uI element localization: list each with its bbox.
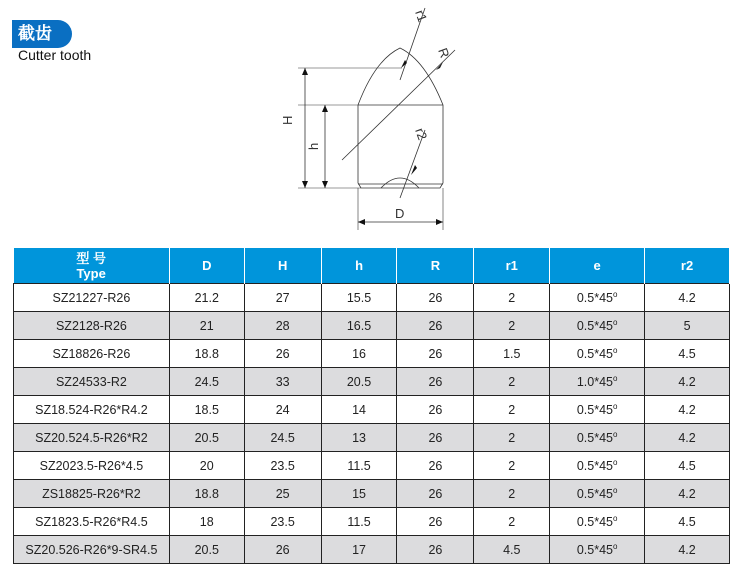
label-D: D xyxy=(395,206,405,221)
table-cell xyxy=(397,508,474,536)
cell-text: SZ18.524-R26*R4.2 xyxy=(35,402,148,417)
section-subtitle: Cutter tooth xyxy=(18,47,92,63)
table-row xyxy=(14,340,730,368)
degree-mark: o xyxy=(613,513,618,523)
header-type xyxy=(14,248,170,284)
table-row xyxy=(14,312,730,340)
degree-mark: o xyxy=(613,373,618,383)
table-cell xyxy=(397,312,474,340)
table-cell xyxy=(321,368,397,396)
cell-text: 0.5*45 xyxy=(576,487,613,502)
cell-text: 4.2 xyxy=(678,430,696,445)
table-cell xyxy=(645,312,730,340)
table-cell xyxy=(474,480,550,508)
table-cell xyxy=(397,340,474,368)
table-cell xyxy=(474,536,550,564)
table-cell xyxy=(645,284,730,312)
table-cell xyxy=(474,424,550,452)
table-row xyxy=(14,536,730,564)
cell-text: 18.8 xyxy=(194,486,219,501)
table-cell xyxy=(321,396,397,424)
table-row xyxy=(14,452,730,480)
cell-text: 0.5*45 xyxy=(576,431,613,446)
table-row xyxy=(14,368,730,396)
cell-text: 17 xyxy=(352,542,366,557)
cell-text: 18.8 xyxy=(194,346,219,361)
table-cell xyxy=(645,368,730,396)
cell-text: SZ24533-R2 xyxy=(55,374,127,389)
cell-text: SZ21227-R26 xyxy=(52,290,131,305)
label-r2: r2 xyxy=(412,125,431,142)
degree-mark: o xyxy=(613,345,618,355)
cell-text: 4.5 xyxy=(678,458,696,473)
table-cell xyxy=(169,284,244,312)
cell-text: 4.5 xyxy=(678,346,696,361)
table-row xyxy=(14,424,730,452)
table-cell xyxy=(169,396,244,424)
header-cell: H xyxy=(244,248,321,284)
cell-text: 1.0*45 xyxy=(576,375,613,390)
table-cell xyxy=(474,368,550,396)
cell-text: 26 xyxy=(428,542,443,557)
cell-text: 24.5 xyxy=(194,374,219,389)
table-cell xyxy=(550,396,645,424)
table-cell xyxy=(244,340,321,368)
cell-text: 0.5*45 xyxy=(576,515,613,530)
cell-text: 2 xyxy=(508,402,516,417)
cell-text: 4.2 xyxy=(678,290,696,305)
cell-text: 33 xyxy=(275,374,290,389)
degree-mark: o xyxy=(613,317,618,327)
table-cell xyxy=(321,340,397,368)
cell-text: 0.5*45 xyxy=(576,319,613,334)
table-cell xyxy=(397,536,474,564)
table-cell xyxy=(645,340,730,368)
table-cell xyxy=(645,396,730,424)
cell-text: 26 xyxy=(275,542,290,557)
cell-text: 0.5*45 xyxy=(576,347,613,362)
table-cell xyxy=(550,284,645,312)
table-row xyxy=(14,480,730,508)
header-cell: e xyxy=(550,248,645,284)
cell-text: 2 xyxy=(508,458,516,473)
cutter-tooth-drawing xyxy=(280,0,480,235)
table-cell xyxy=(474,340,550,368)
table-cell xyxy=(550,312,645,340)
cell-text: 0.5*45 xyxy=(576,403,613,418)
cell-text: 4.5 xyxy=(678,514,696,529)
degree-mark: o xyxy=(613,485,618,495)
cell-text: SZ20.526-R26*9-SR4.5 xyxy=(25,542,158,557)
cell-text: 2 xyxy=(508,430,516,445)
label-R: R xyxy=(435,45,453,60)
cell-text: 0.5*45 xyxy=(576,543,613,558)
table-cell xyxy=(14,284,170,312)
degree-mark: o xyxy=(613,541,618,551)
table-cell xyxy=(169,536,244,564)
table-cell xyxy=(321,452,397,480)
table-cell xyxy=(244,480,321,508)
cell-text: 24 xyxy=(275,402,290,417)
table-cell xyxy=(550,452,645,480)
cell-text: 26 xyxy=(428,514,443,529)
cell-text: 2 xyxy=(508,290,516,305)
table-cell xyxy=(244,452,321,480)
cell-text: 28 xyxy=(275,318,290,333)
table-cell xyxy=(14,452,170,480)
table-cell xyxy=(14,312,170,340)
label-H: H xyxy=(280,115,295,125)
degree-mark: o xyxy=(613,429,618,439)
cell-text: 26 xyxy=(428,402,443,417)
degree-mark: o xyxy=(613,289,618,299)
tooth-outline xyxy=(358,48,443,188)
table-cell xyxy=(321,424,397,452)
cell-text: 20.5 xyxy=(194,430,219,445)
spec-table xyxy=(13,248,730,564)
table-cell xyxy=(14,396,170,424)
table-cell xyxy=(645,480,730,508)
table-cell xyxy=(397,396,474,424)
cell-text: ZS18825-R26*R2 xyxy=(42,486,141,501)
table-cell xyxy=(321,284,397,312)
table-cell xyxy=(169,508,244,536)
cell-text: 18.5 xyxy=(194,402,219,417)
cell-text: 2 xyxy=(508,318,516,333)
label-h: h xyxy=(306,142,321,150)
cell-text: 11.5 xyxy=(347,458,371,473)
cell-text: SZ2128-R26 xyxy=(55,318,127,333)
table-cell xyxy=(550,536,645,564)
cell-text: 24.5 xyxy=(270,430,295,445)
cell-text: 14 xyxy=(352,402,366,417)
cell-text: 20 xyxy=(199,458,214,473)
table-cell xyxy=(550,424,645,452)
table-header-row xyxy=(14,248,730,284)
cell-text: 4.2 xyxy=(678,374,696,389)
table-cell xyxy=(14,368,170,396)
table-cell xyxy=(550,480,645,508)
cell-text: 13 xyxy=(352,430,366,445)
table-cell xyxy=(14,480,170,508)
cell-text: SZ2023.5-R26*4.5 xyxy=(39,458,144,473)
cell-text: 21.2 xyxy=(194,290,219,305)
cell-text: 23.5 xyxy=(270,514,295,529)
table-cell xyxy=(169,480,244,508)
table-cell xyxy=(397,368,474,396)
table-cell xyxy=(397,480,474,508)
table-cell xyxy=(169,452,244,480)
cell-text: 26 xyxy=(428,346,443,361)
cell-text: 15 xyxy=(352,486,366,501)
header-cell: r2 xyxy=(645,248,730,284)
table-cell xyxy=(550,368,645,396)
cell-text: 27 xyxy=(275,290,290,305)
table-cell xyxy=(397,284,474,312)
table-cell xyxy=(244,312,321,340)
table-cell xyxy=(321,508,397,536)
cell-text: 5 xyxy=(683,318,691,333)
cell-text: 16.5 xyxy=(346,318,372,333)
table-cell xyxy=(14,508,170,536)
table-cell xyxy=(474,452,550,480)
table-cell xyxy=(474,396,550,424)
table-cell xyxy=(645,452,730,480)
table-cell xyxy=(321,312,397,340)
table-cell xyxy=(169,424,244,452)
table-cell xyxy=(244,284,321,312)
cell-text: 2 xyxy=(508,514,516,529)
table-cell xyxy=(14,340,170,368)
header-cell: r1 xyxy=(474,248,550,284)
table-cell xyxy=(397,452,474,480)
header-cell: h xyxy=(321,248,397,284)
header-cell: D xyxy=(169,248,244,284)
cell-text: 25 xyxy=(275,486,290,501)
table-row xyxy=(14,396,730,424)
table-cell xyxy=(169,340,244,368)
cell-text: 26 xyxy=(275,346,290,361)
table-cell xyxy=(244,424,321,452)
cell-text: 20.5 xyxy=(194,542,219,557)
cell-text: 18 xyxy=(199,514,214,529)
table-cell xyxy=(645,508,730,536)
table-cell xyxy=(244,536,321,564)
cell-text: SZ1823.5-R26*R4.5 xyxy=(35,514,148,529)
degree-mark: o xyxy=(613,457,618,467)
header-type-cn: 型 号 xyxy=(76,250,106,266)
table-cell xyxy=(550,508,645,536)
table-cell xyxy=(169,312,244,340)
cell-text: 4.2 xyxy=(678,402,696,417)
section-title-badge: 截齿 xyxy=(12,20,72,48)
cell-text: 4.2 xyxy=(678,542,696,557)
cell-text: 1.5 xyxy=(503,346,521,361)
table-row xyxy=(14,508,730,536)
cell-text: 11.5 xyxy=(347,514,371,529)
table-cell xyxy=(169,368,244,396)
header-cell: R xyxy=(397,248,474,284)
cell-text: 26 xyxy=(428,318,443,333)
table-cell xyxy=(550,340,645,368)
degree-mark: o xyxy=(613,401,618,411)
cell-text: SZ20.524.5-R26*R2 xyxy=(35,430,148,445)
cell-text: 4.5 xyxy=(503,542,521,557)
cell-text: 15.5 xyxy=(346,290,372,305)
cell-text: 2 xyxy=(508,374,516,389)
table-cell xyxy=(14,536,170,564)
table-cell xyxy=(321,536,397,564)
cell-text: 26 xyxy=(428,290,443,305)
cell-text: 26 xyxy=(428,458,443,473)
table-cell xyxy=(14,424,170,452)
table-cell xyxy=(474,284,550,312)
cell-text: 16 xyxy=(352,346,366,361)
table-row xyxy=(14,284,730,312)
label-r1: r1 xyxy=(412,7,431,24)
table-cell xyxy=(645,536,730,564)
cell-text: 26 xyxy=(428,486,443,501)
cell-text: 26 xyxy=(428,430,443,445)
cell-text: 4.2 xyxy=(678,486,696,501)
cell-text: 2 xyxy=(508,486,516,501)
table-cell xyxy=(474,312,550,340)
table-cell xyxy=(244,396,321,424)
table-cell xyxy=(244,508,321,536)
cell-text: SZ18826-R26 xyxy=(52,346,131,361)
cell-text: 23.5 xyxy=(270,458,295,473)
table-cell xyxy=(474,508,550,536)
table-cell xyxy=(244,368,321,396)
cell-text: 20.5 xyxy=(346,374,372,389)
cell-text: 0.5*45 xyxy=(576,459,613,474)
cell-text: 26 xyxy=(428,374,443,389)
table-cell xyxy=(645,424,730,452)
cell-text: 21 xyxy=(199,318,214,333)
table-cell xyxy=(397,424,474,452)
cell-text: 0.5*45 xyxy=(576,291,613,306)
table-cell xyxy=(321,480,397,508)
header-type-en: Type xyxy=(76,265,106,281)
